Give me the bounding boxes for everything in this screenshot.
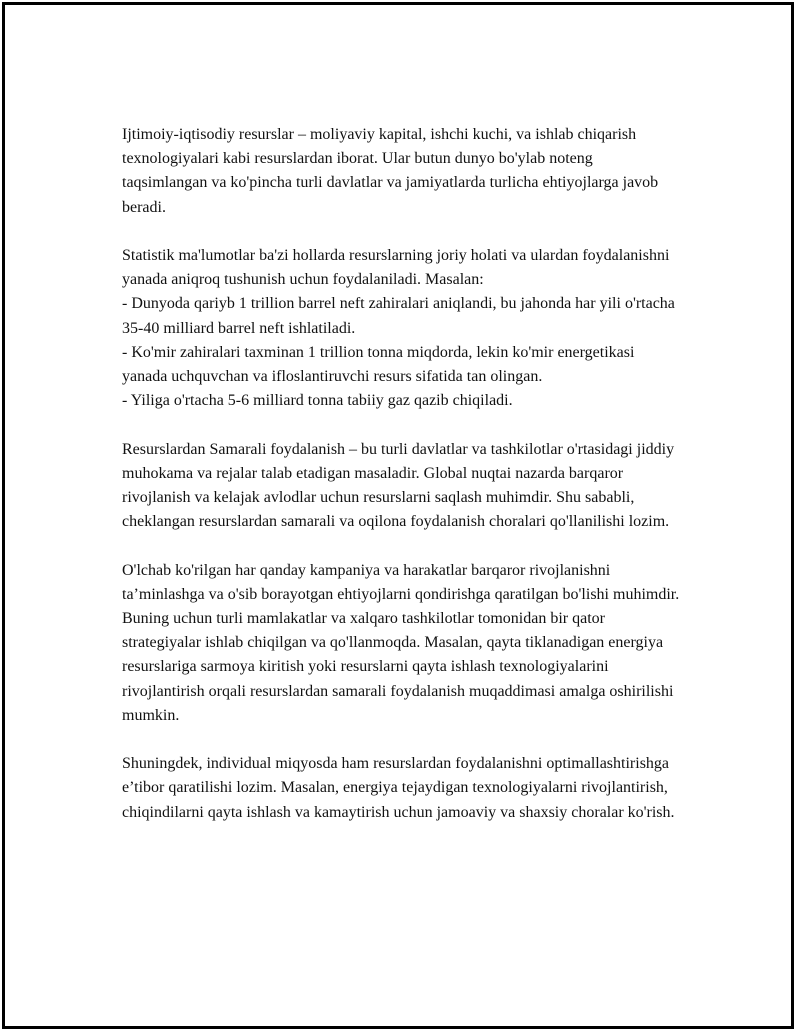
paragraph-resources-definition: Ijtimoiy-iqtisodiy resurslar – moliyaviy kapital, ishchi kuchi, va ishlab chiqarish texnologiyalari kabi resurslardan iborat. Ular butun dunyo bo'ylab noteng taqsimlangan va ko'pincha turli davlatlar va jamiyatlarda turlicha ehtiyojlarga javob beradi. [122, 126, 659, 216]
statistics-intro: Statistik ma'lumotlar ba'zi hollarda resurslarning joriy holati va ulardan foydalanishni yanada aniqroq tushunish uchun foydalaniladi. Masalan: [122, 247, 670, 289]
document-body [122, 123, 682, 849]
list-item-oil: - Dunyoda qariyb 1 trillion barrel neft zahiralari aniqlandi, bu jahonda har yili o'rtacha 35-40 milliard barrel neft ishlatiladi. [122, 295, 675, 337]
paragraph-statistics [122, 244, 682, 413]
paragraph-efficient-use: Resurslardan Samarali foydalanish – bu turli davlatlar va tashkilotlar o'rtasidagi jiddiy muhokama va rejalar talab etadigan masaladir. Global nuqtai nazarda barqaror rivojlanish va kelajak avlodlar uchun resurslarni saqlash muhimdir. Shu sababli, cheklangan resurslardan samarali va oqilona foydalanish choralari qo'llanilishi lozim. [122, 440, 675, 531]
list-item-coal: - Ko'mir zahiralari taxminan 1 trillion tonna miqdorda, lekin ko'mir energetikasi yanada uchquvchan va ifloslantiruvchi resurs sifatida tan olingan. [122, 343, 635, 386]
page-frame [2, 2, 794, 1029]
list-item-gas: - Yiliga o'rtacha 5-6 milliard tonna tabiiy gaz qazib chiqiladi. [122, 392, 513, 410]
paragraph-individual-level: Shuningdek, individual miqyosda ham resurslardan foydalanishni optimallashtirishga e’tibor qaratilishi lozim. Masalan, energiya tejaydigan texnologiyalarni rivojlantirish, chiqindilarni qayta ishlash va kamaytirish uchun jamoaviy va shaxsiy choralar ko'rish. [122, 755, 675, 821]
paragraph-strategies: O'lchab ko'rilgan har qanday kampaniya va harakatlar barqaror rivojlanishni ta’minlashga va o'sib borayotgan ehtiyojlarni qondirishga qaratilgan bo'lishi muhimdir. Buning uchun turli mamlakatlar va xalqaro tashkilotlar tomonidan bir qator strategiyalar ishlab chiqilgan va qo'llanmoqda. Masalan, qayta tiklanadigan energiya resurslariga sarmoya kiritish yoki resurslarni qayta ishlash texnologiyalarini rivojlantirish orqali resurslardan samarali foydalanish muqaddimasi amalga oshirilishi mumkin. [122, 561, 680, 724]
